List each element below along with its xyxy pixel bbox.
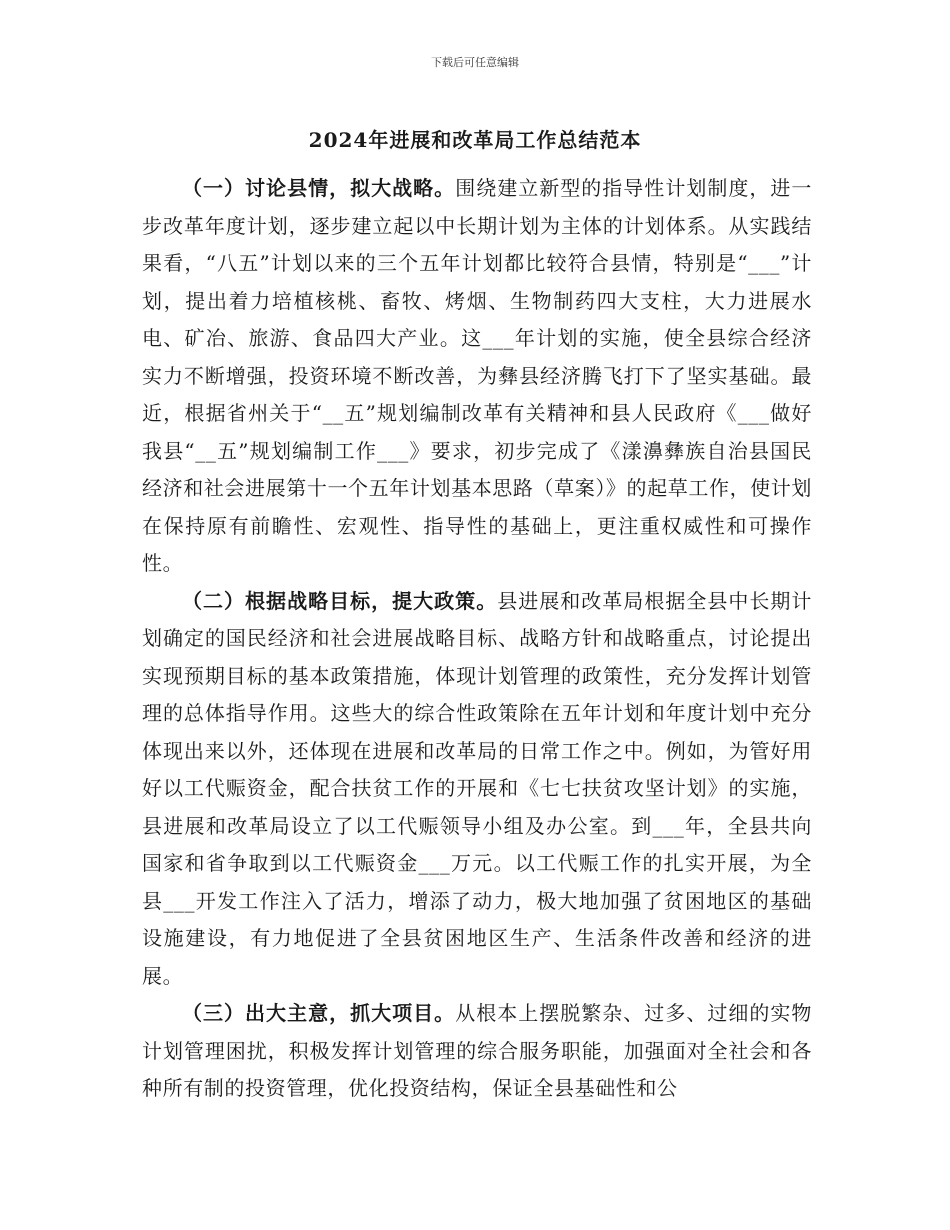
paragraph-2-text: 县进展和改革局根据全县中长期计划确定的国民经济和社会进展战略目标、战略方针和战略重点，讨论提出实现预期目标的基本政策措施，体现计划管理的政策性，充分发挥计划管理的总体指导作用。这些大的综合性政策除在五年计划和年度计划中充分体现出来以外，还体现在进展和改革局的日常工作之中。例如，为管好用好以工代赈资金，配合扶贫工作的开展和《七七扶贫攻坚计划》的实施，县进展和改革局设立了以工代赈领导小组及办公室。到___年，全县共向国家和省争取到以工代赈资金___万元。以工代赈工作的扎实开展，为全县___开发工作注入了活力，增添了动力，极大地加强了贫困地区的基础设施建设，有力地促进了全县贫困地区生产、生活条件改善和经济的进展。 <box>142 588 813 988</box>
header-note: 下载后可任意编辑 <box>431 56 519 69</box>
paragraph-3-heading: （三）出大主意，抓大项目。 <box>182 1001 456 1025</box>
paragraph-2-heading: （二）根据战略目标，提大政策。 <box>182 588 498 613</box>
document-body <box>142 170 812 1108</box>
paragraph-2 <box>142 583 812 996</box>
paragraph-1-heading: （一）讨论县情，拟大战略。 <box>182 176 456 200</box>
paragraph-3 <box>142 995 812 1108</box>
paragraph-1-text: 围绕建立新型的指导性计划制度，进一步改革年度计划，逐步建立起以中长期计划为主体的计划体系。从实践结果看，“八五”计划以来的三个五年计划都比较符合县情，特别是“___”计划，提出着力培植核桃、畜牧、烤烟、生物制药四大支柱，大力进展水电、矿冶、旅游、食品四大产业。这___年计划的实施，使全县综合经济实力不断增强，投资环境不断改善，为彝县经济腾飞打下了坚实基础。最近，根据省州关于“__五”规划编制改革有关精神和县人民政府《___做好我县“__五”规划编制工作___》要求，初步完成了《漾濞彝族自治县国民经济和社会进展第十一个五年计划基本思路（草案）》的起草工作，使计划在保持原有前瞻性、宏观性、指导性的基础上，更注重权威性和可操作性。 <box>142 176 812 575</box>
paragraph-1 <box>142 170 812 583</box>
paragraph-3-text: 从根本上摆脱繁杂、过多、过细的实物计划管理困扰，积极发挥计划管理的综合服务职能，加强面对全社会和各种所有制的投资管理，优化投资结构，保证全县基础性和公 <box>142 1001 812 1100</box>
document-title: 2024年进展和改革局工作总结范本 <box>308 128 642 152</box>
